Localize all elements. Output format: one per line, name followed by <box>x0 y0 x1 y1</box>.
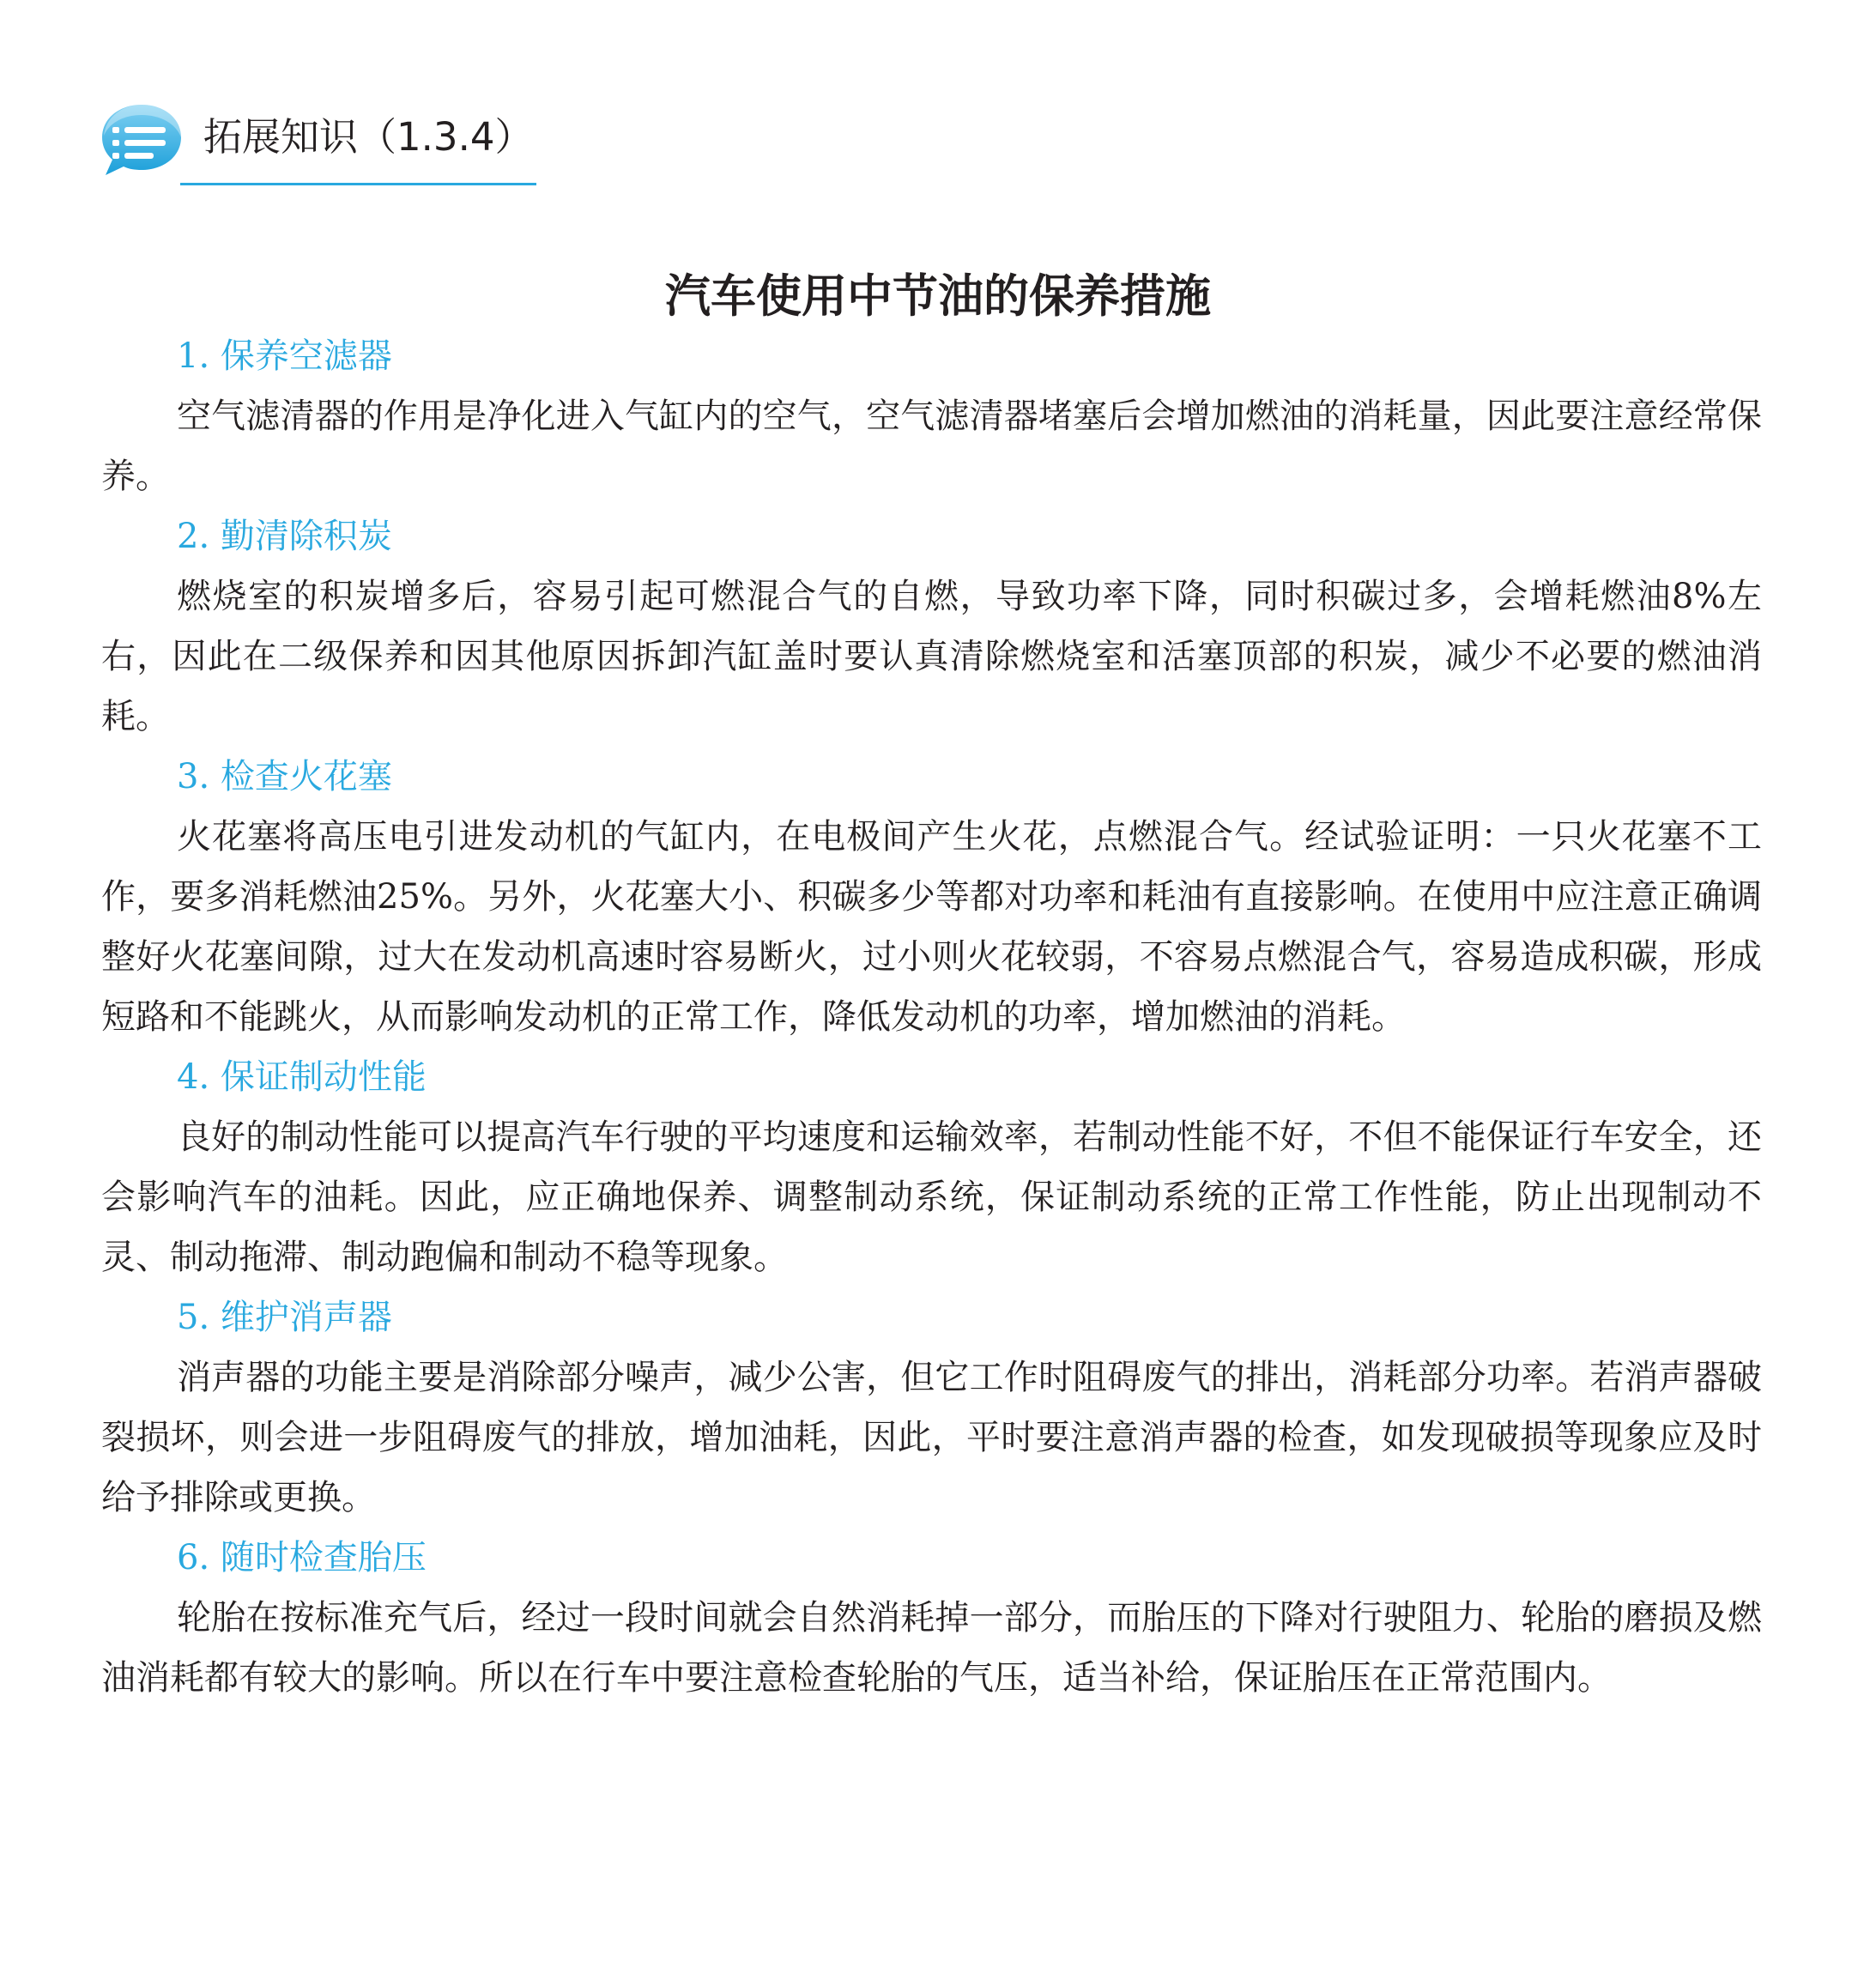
section-heading: 1. 保养空滤器 <box>177 336 392 376</box>
section-heading: 4. 保证制动性能 <box>177 1057 427 1097</box>
section-header <box>99 94 545 189</box>
section-paragraph: 消声器的功能主要是消除部分噪声，减少公害，但它工作时阻碍废气的排出，消耗部分功率。若消声器破裂损坏，则会进一步阻碍废气的排放，增加油耗，因此，平时要注意消声器的检查，如发现破损等现象应及时给予排除或更换。 <box>101 1358 1762 1517</box>
section-heading: 5. 维护消声器 <box>177 1298 392 1337</box>
article-title: 汽车使用中节油的保养措施 <box>665 269 1211 323</box>
section-paragraph: 轮胎在按标准充气后，经过一段时间就会自然消耗掉一部分，而胎压的下降对行驶阻力、轮胎的磨损及燃油消耗都有较大的影响。所以在行车中要注意检查轮胎的气压，适当补给，保证胎压在正常范围内。 <box>101 1598 1762 1698</box>
section-paragraph: 良好的制动性能可以提高汽车行驶的平均速度和运输效率，若制动性能不好，不但不能保证行车安全，还会影响汽车的油耗。因此，应正确地保养、调整制动系统，保证制动系统的正常工作性能，防止出现制动不灵、制动拖滞、制动跑偏和制动不稳等现象。 <box>101 1117 1762 1277</box>
section-paragraph: 空气滤清器的作用是净化进入气缸内的空气，空气滤清器堵塞后会增加燃油的消耗量，因此要注意经常保养。 <box>101 397 1762 496</box>
header-divider <box>180 183 536 185</box>
section-heading: 3. 检查火花塞 <box>177 757 392 796</box>
section-header-title: 拓展知识（1.3.4） <box>203 114 534 160</box>
section-paragraph: 火花塞将高压电引进发动机的气缸内，在电极间产生火花，点燃混合气。经试验证明：一只火花塞不工作，要多消耗燃油25%。另外，火花塞大小、积碳多少等都对功率和耗油有直接影响。在使用中应注意正确调整好火花塞间隙，过大在发动机高速时容易断火，过小则火花较弱，不容易点燃混合气，容易造成积碳，形成短路和不能跳火，从而影响发动机的正常工作，降低发动机的功率，增加燃油的消耗。 <box>101 817 1762 1037</box>
section-paragraph: 燃烧室的积炭增多后，容易引起可燃混合气的自燃，导致功率下降，同时积碳过多，会增耗燃油8%左右，因此在二级保养和因其他原因拆卸汽缸盖时要认真清除燃烧室和活塞顶部的积炭，减少不必要的燃油消耗。 <box>101 577 1762 736</box>
list-bubble-icon <box>99 101 185 179</box>
section-heading: 2. 勤清除积炭 <box>177 517 392 556</box>
section-heading: 6. 随时检查胎压 <box>177 1538 427 1577</box>
article-content <box>101 326 1762 1708</box>
